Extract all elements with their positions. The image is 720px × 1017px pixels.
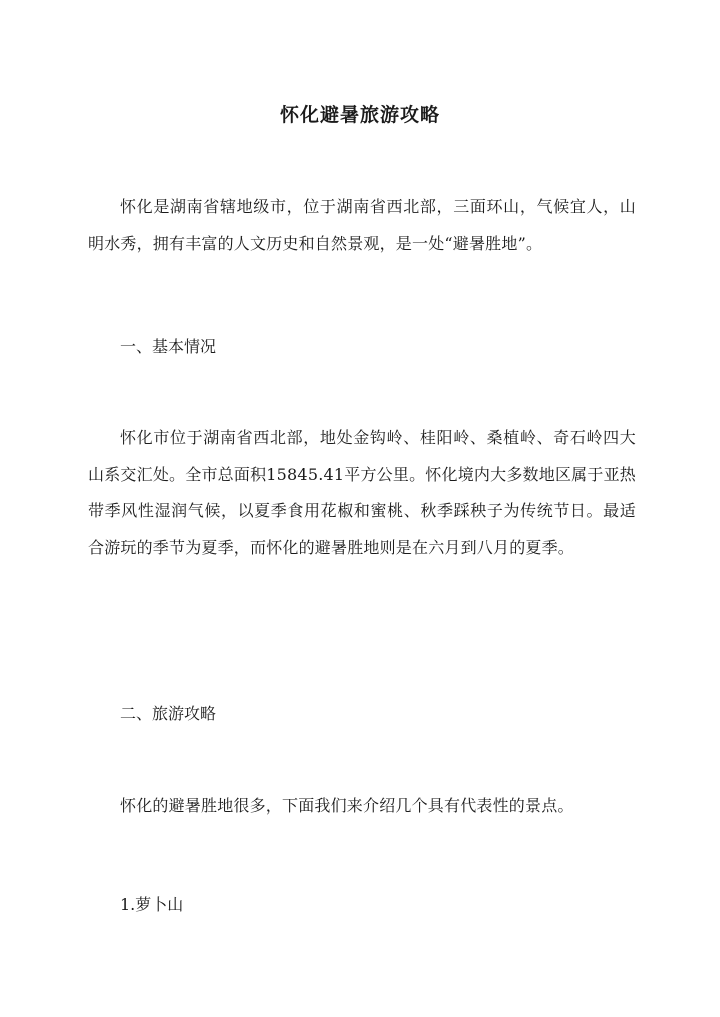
item-heading-luobu-mountain: 1.萝卜山 [120, 895, 184, 914]
section-heading-basic-info: 一、基本情况 [120, 337, 217, 356]
document-title: 怀化避暑旅游攻略 [279, 103, 440, 126]
travel-guide-paragraph: 怀化的避暑胜地很多，下面我们来介绍几个具有代表性的景点。 [120, 796, 574, 815]
basic-info-paragraph: 怀化市位于湖南省西北部，地处金钩岭、桂阳岭、桑植岭、奇石岭四大山系交汇处。全市总面积15845.41平方公里。怀化境内大多数地区属于亚热带季风性湿润气候，以夏季食用花椒和蜜桃、秋季踩秧子为传统节日。最适合游玩的季节为夏季，而怀化的避暑胜地则是在六月到八月的夏季。 [88, 428, 636, 557]
intro-paragraph: 怀化是湖南省辖地级市，位于湖南省西北部，三面环山，气候宜人，山明水秀，拥有丰富的人文历史和自然景观，是一处“避暑胜地”。 [88, 197, 636, 253]
section-heading-travel-guide: 二、旅游攻略 [120, 704, 217, 723]
